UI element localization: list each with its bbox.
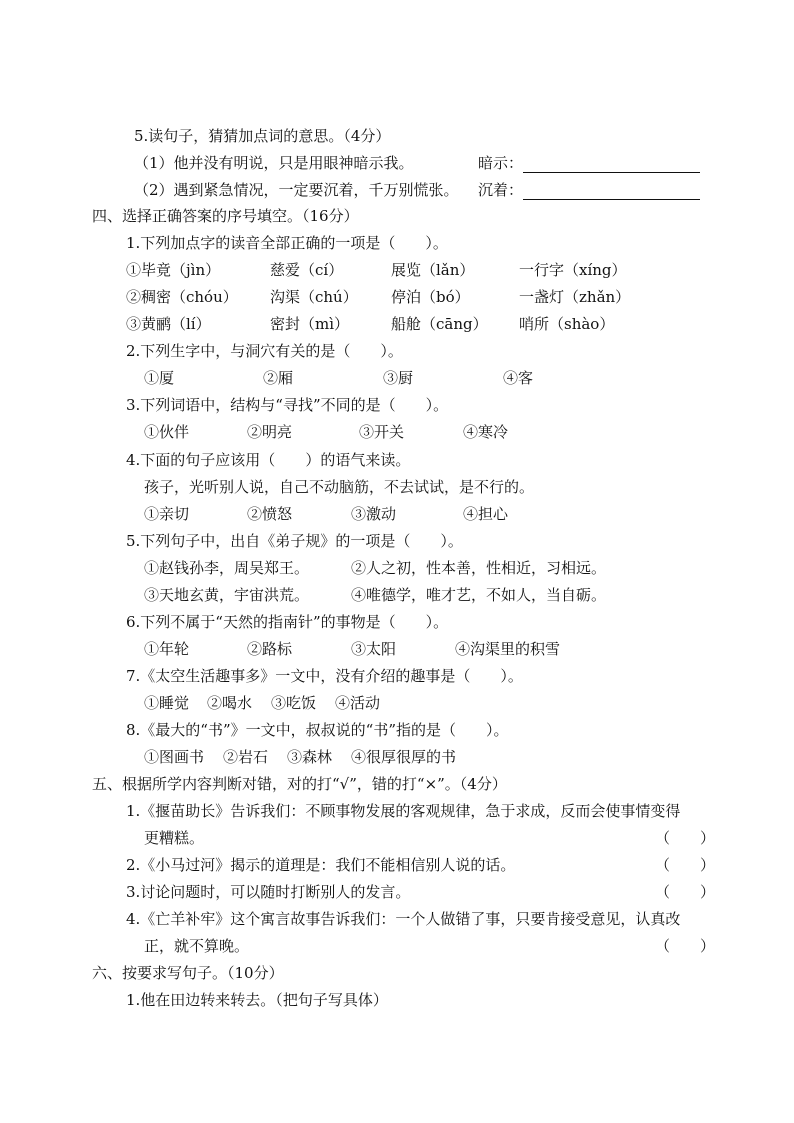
s4-q3-opt: ①伙伴 — [144, 423, 190, 441]
s4-q7-stem: 7.《太空生活趣事多》一文中，没有介绍的趣事是（ ）。 — [126, 667, 523, 685]
s4-q4-opt: ④担心 — [463, 505, 509, 523]
s4-q7-opt: ③吃饭 — [271, 694, 317, 712]
s4-q2-stem: 2.下列生字中，与洞穴有关的是（ ）。 — [126, 342, 403, 360]
answer-paren-3[interactable]: （ ） — [655, 883, 716, 901]
s4-q4-sentence: 孩子，光听别人说，自己不动脑筋，不去试试，是不行的。 — [144, 478, 535, 496]
s4-q2-opt: ③厨 — [383, 369, 414, 387]
s5-item-1-cont: 更糟糕。 — [144, 829, 205, 847]
s4-q1-opt: 一盏灯（zhǎn） — [519, 288, 631, 306]
s4-q1-opt: 密封（mì） — [270, 315, 350, 333]
q5-sentence-2: （2）遇到紧急情况，一定要沉着，千万别慌张。 — [134, 181, 459, 199]
s4-q7-opt: ①睡觉 — [144, 694, 190, 712]
s4-q4-stem: 4.下面的句子应该用（ ）的语气来读。 — [126, 451, 411, 469]
section-5-title: 五、根据所学内容判断对错，对的打“√”，错的打“×”。（4分） — [92, 775, 507, 793]
s4-q3-stem: 3.下列词语中，结构与“寻找”不同的是（ ）。 — [126, 396, 449, 414]
s4-q4-opt: ①亲切 — [144, 505, 190, 523]
s4-q8-stem: 8.《最大的“书”》一文中，叔叔说的“书”指的是（ ）。 — [126, 721, 509, 739]
s4-q6-stem: 6.下列不属于“天然的指南针”的事物是（ ）。 — [126, 613, 449, 631]
s4-q8-opt: ③森林 — [287, 748, 333, 766]
s4-q6-opt: ②路标 — [247, 640, 293, 658]
q5-label-1: 暗示： — [478, 153, 700, 173]
s4-q1-opt: ②稠密（chóu） — [126, 288, 238, 306]
s4-q1-opt: 沟渠（chú） — [270, 288, 358, 306]
s4-q4-opt: ②愤怒 — [247, 505, 293, 523]
s4-q5-stem: 5.下列句子中，出自《弟子规》的一项是（ ）。 — [126, 532, 463, 550]
s4-q1-opt: ①毕竟（jìn） — [126, 261, 221, 279]
s4-q8-opt: ①图画书 — [144, 748, 205, 766]
answer-paren-4[interactable]: （ ） — [655, 937, 716, 955]
s5-item-1: 1.《揠苗助长》告诉我们：不顾事物发展的客观规律，急于求成，反而会使事情变得 — [126, 802, 681, 820]
s4-q3-opt: ②明亮 — [247, 423, 293, 441]
s4-q1-opt: 展览（lǎn） — [391, 261, 475, 279]
s4-q5-opt: ①赵钱孙李，周吴郑王。 — [144, 559, 310, 577]
s4-q1-stem: 1.下列加点字的读音全部正确的一项是（ ）。 — [126, 234, 448, 252]
s4-q1-opt: 哨所（shào） — [519, 315, 615, 333]
s4-q8-opt: ④很厚很厚的书 — [351, 748, 457, 766]
s4-q1-opt: 停泊（bó） — [391, 288, 470, 306]
s4-q2-opt: ②厢 — [263, 369, 294, 387]
answer-paren-1[interactable]: （ ） — [655, 829, 716, 847]
s4-q6-opt: ④沟渠里的积雪 — [455, 640, 561, 658]
s4-q1-opt: 一行字（xíng） — [519, 261, 627, 279]
s4-q5-opt: ③天地玄黄，宇宙洪荒。 — [144, 586, 310, 604]
s5-item-3: 3.讨论问题时，可以随时打断别人的发言。 — [126, 883, 411, 901]
s4-q7-opt: ②喝水 — [207, 694, 253, 712]
answer-paren-2[interactable]: （ ） — [655, 856, 716, 874]
s4-q5-opt: ②人之初，性本善，性相近，习相远。 — [351, 559, 607, 577]
answer-blank-2[interactable] — [523, 183, 700, 200]
s4-q1-opt: 船舱（cāng） — [391, 315, 488, 333]
q5-sentence-1: （1）他并没有明说，只是用眼神暗示我。 — [134, 154, 414, 172]
section-6-title: 六、按要求写句子。（10分） — [92, 964, 284, 982]
s4-q6-opt: ①年轮 — [144, 640, 190, 658]
section-4-title: 四、选择正确答案的序号填空。（16分） — [92, 207, 359, 225]
s5-item-4: 4.《亡羊补牢》这个寓言故事告诉我们：一个人做错了事，只要肯接受意见，认真改 — [126, 910, 681, 928]
s5-item-4-cont: 正，就不算晚。 — [144, 937, 250, 955]
s4-q8-opt: ②岩石 — [223, 748, 269, 766]
s4-q1-opt: 慈爱（cí） — [270, 261, 344, 279]
s4-q2-opt: ①厦 — [144, 369, 175, 387]
q5-label-2: 沉着： — [478, 180, 700, 200]
s6-q1: 1.他在田边转来转去。（把句子写具体） — [126, 991, 388, 1009]
s4-q5-opt: ④唯德学，唯才艺，不如人，当自砺。 — [351, 586, 607, 604]
s4-q7-opt: ④活动 — [335, 694, 381, 712]
s4-q1-opt: ③黄鹂（lí） — [126, 315, 211, 333]
s4-q3-opt: ③开关 — [359, 423, 405, 441]
s4-q6-opt: ③太阳 — [351, 640, 397, 658]
q5-title: 5.读句子，猜猜加点词的意思。（4分） — [134, 127, 391, 145]
s5-item-2: 2.《小马过河》揭示的道理是：我们不能相信别人说的话。 — [126, 856, 516, 874]
s4-q2-opt: ④客 — [503, 369, 534, 387]
answer-blank-1[interactable] — [523, 156, 700, 173]
s4-q3-opt: ④寒冷 — [463, 423, 509, 441]
s4-q4-opt: ③激动 — [351, 505, 397, 523]
